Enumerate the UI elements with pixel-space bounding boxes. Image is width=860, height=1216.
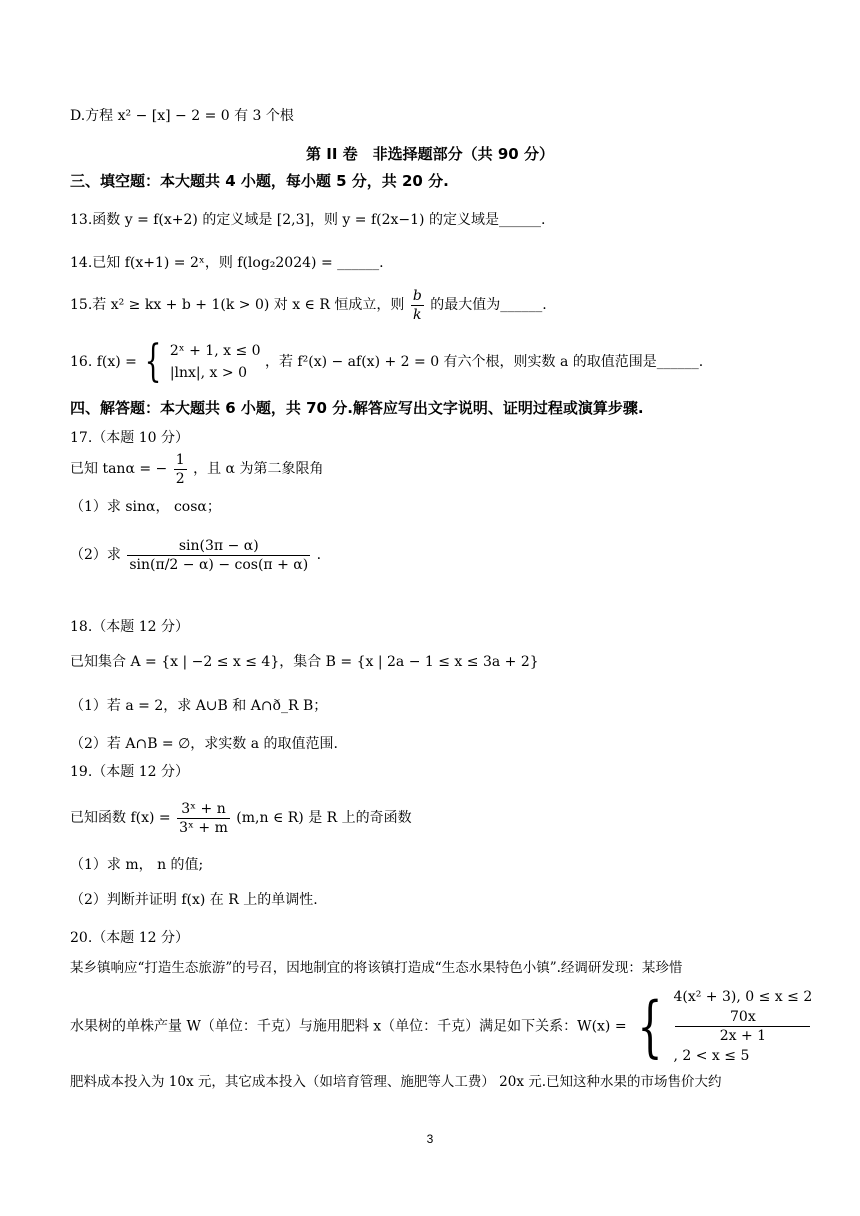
- q16-text-post: ，若 f²(x) − af(x) + 2 = 0 有六个根，则实数 a 的取值范围是______.: [264, 354, 704, 370]
- part3-heading: 三、填空题：本大题共 4 小题，每小题 5 分，共 20 分.: [70, 172, 449, 190]
- q20-case-2-cond: , 2 < x ≤ 5: [673, 1048, 750, 1064]
- q19-fraction: [177, 800, 230, 837]
- q17-fraction: [174, 451, 187, 488]
- q17-given-post: ，且 α 为第二象限角: [193, 461, 324, 477]
- question-15: [70, 286, 547, 324]
- q20-line-2-pre: 水果树的单株产量 W（单位：千克）与施用肥料 x（单位：千克）满足如下关系：W(x) =: [70, 1018, 627, 1035]
- left-brace: {: [637, 987, 663, 1065]
- question-14: 14.已知 f(x+1) = 2ˣ，则 f(log₂2024) = ______.: [70, 255, 384, 271]
- q18-heading: 18.（本题 12 分）: [70, 619, 189, 635]
- q19-heading: 19.（本题 12 分）: [70, 764, 189, 780]
- q17-p2-num: sin(3π − α): [178, 537, 259, 554]
- q15-text-pre: 15.若 x² ≥ kx + b + 1(k > 0) 对 x ∈ R 恒成立，则: [70, 297, 405, 313]
- q17-frac-num: 1: [175, 451, 185, 468]
- q20-case-2-num: 70x: [730, 1009, 756, 1025]
- q20-heading: 20.（本题 12 分）: [70, 930, 189, 946]
- q16-cases: [170, 340, 261, 384]
- q18-part-2: （2）若 A∩B = ∅，求实数 a 的取值范围.: [70, 736, 339, 752]
- q17-given: [70, 448, 323, 490]
- q20-case-2-den: 2x + 1: [675, 1026, 810, 1045]
- page-number: 3: [426, 1132, 434, 1146]
- question-13: 13.函数 y = f(x+2) 的定义域是 [2,3]，则 y = f(2x−1) 的定义域是______.: [70, 212, 546, 228]
- q20-case-1: 4(x² + 3), 0 ≤ x ≤ 2: [673, 989, 813, 1005]
- q19-part-1: （1）求 m， n 的值;: [70, 857, 204, 873]
- q17-frac-den: 2: [175, 470, 185, 487]
- left-brace: {: [144, 336, 162, 387]
- q17-p2-den: sin(π/2 − α) − cos(π + α): [129, 556, 309, 573]
- q20-line-3: 肥料成本投入为 10x 元，其它成本投入（如培育管理、施肥等人工费） 20x 元.已知这种水果的市场售价大约: [70, 1074, 722, 1090]
- q19-given: [70, 796, 412, 840]
- q20-line-2: [70, 986, 812, 1067]
- q19-given-post: (m,n ∈ R) 是 R 上的奇函数: [236, 810, 412, 826]
- q19-given-pre: 已知函数 f(x) =: [70, 810, 171, 826]
- q20-line-1: 某乡镇响应“打造生态旅游”的号召，因地制宜的将该镇打造成“生态水果特色小镇”.经调研发现：某珍惜: [70, 960, 683, 976]
- q19-frac-den: 3ˣ + m: [179, 819, 228, 836]
- q20-case-2-fraction: [675, 1008, 810, 1045]
- part4-heading: 四、解答题：本大题共 6 小题，共 70 分.解答应写出文字说明、证明过程或演算步骤.: [70, 399, 644, 417]
- q17-p2-fraction: [127, 537, 310, 574]
- q17-part-1: （1）求 sinα， cosα；: [70, 499, 221, 515]
- q17-p2-pre: （2）求: [70, 547, 121, 563]
- q20-case-2: [673, 1008, 812, 1067]
- q15-frac-num: b: [412, 287, 422, 304]
- q16-text-pre: 16. f(x) =: [70, 354, 137, 370]
- section-title: 第 II 卷 非选择题部分（共 90 分）: [306, 145, 554, 163]
- q16-case-2: |lnx|, x > 0: [169, 365, 247, 381]
- q17-part-2: [70, 530, 321, 580]
- q17-given-pre: 已知 tanα = −: [70, 461, 168, 477]
- q18-given: 已知集合 A = {x | −2 ≤ x ≤ 4}，集合 B = {x | 2a − 1 ≤ x ≤ 3a + 2}: [70, 654, 539, 670]
- option-d: D.方程 x² − [x] − 2 = 0 有 3 个根: [70, 108, 294, 124]
- question-16: [70, 337, 703, 387]
- q17-p2-post: .: [316, 547, 322, 563]
- q15-fraction: [411, 287, 424, 324]
- q15-frac-den: k: [411, 305, 424, 324]
- q17-heading: 17.（本题 10 分）: [70, 430, 189, 446]
- q20-cases: [673, 986, 812, 1067]
- q19-part-2: （2）判断并证明 f(x) 在 R 上的单调性.: [70, 892, 318, 908]
- q15-text-post: 的最大值为______.: [430, 297, 547, 313]
- q16-case-1: 2ˣ + 1, x ≤ 0: [169, 343, 261, 359]
- q18-part-1: （1）若 a = 2，求 A∪B 和 A∩ð_R B；: [70, 698, 328, 714]
- q19-frac-num: 3ˣ + n: [181, 800, 226, 817]
